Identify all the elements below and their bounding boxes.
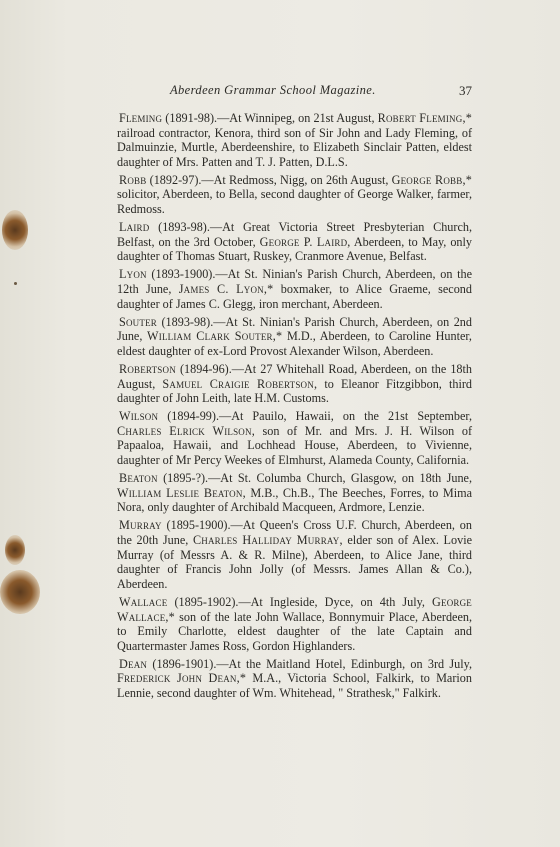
groom-name: Samuel Craigie Robertson, <box>162 376 318 391</box>
groom-name: William Leslie Beaton, <box>117 485 246 500</box>
surname: Robertson <box>119 362 176 376</box>
notice-entry: Fleming (1891-98).—At Winnipeg, on 21st August, Robert Fleming,* railroad contractor, Kenora, third son of Sir John and Lady Fleming, of Dalmuinzie, Murtle, Aberdeenshire, to Elizabeth Sinclair Patten, eldest daughter of Mrs. Patten and T. J. Patten, D.L.S. <box>117 111 472 169</box>
notice-entry: Robb (1892-97).—At Redmoss, Nigg, on 26th August, George Robb,* solicitor, Aberdeen, to Bella, second daughter of George Walker, farmer, Redmoss. <box>117 172 472 217</box>
surname: Souter <box>119 314 157 329</box>
groom-name: George Wallace,* <box>117 594 472 624</box>
groom-name: Frederick John Dean,* <box>117 671 247 686</box>
groom-name: George P. Laird, <box>259 234 351 249</box>
page-number: 37 <box>459 83 472 98</box>
notice-entry: Wilson (1894-99).—At Pauilo, Hawaii, on the 21st September, Charles Elrick Wilson, son of Mr. and Mrs. J. H. Wilson of Papaaloa, Hawaii, and Lochhead House, Aberdeen, to Vivienne, daughter of Mr Percy Weekes of Elmhurst, Alameda County, California. <box>117 409 473 468</box>
surname: Beaton <box>119 471 158 486</box>
groom-name: Charles Halliday Murray, <box>192 533 343 548</box>
groom-name: James C. Lyon,* <box>178 282 274 297</box>
notice-entry: Souter (1893-98).—At St. Ninian's Parish Church, Aberdeen, on 2nd June, William Clark Souter,* M.D., Aberdeen, to Caroline Hunter, eldest daughter of ex-Lord Provost Alexander Wilson, Aberdeen. <box>117 314 472 358</box>
notice-entry: Robertson (1894-96).—At 27 Whitehall Road, Aberdeen, on the 18th August, Samuel Craigie Robertson, to Eleanor Fitzgibbon, third daughter of John Leith, late H.M. Customs. <box>117 362 472 406</box>
groom-name: Charles Elrick Wilson, <box>117 423 255 438</box>
foxing-spot <box>14 282 17 285</box>
magazine-title: Aberdeen Grammar School Magazine. <box>170 83 376 97</box>
foxing-stain <box>2 210 28 250</box>
notice-entry: Dean (1896-1901).—At the Maitland Hotel, Edinburgh, on 3rd July, Frederick John Dean,* M.A., Victoria School, Falkirk, to Marion Lennie, second daughter of Wm. Whitehead, " Strathesk," Falkirk. <box>117 656 472 700</box>
groom-name: Robert Fleming,* <box>377 111 472 125</box>
surname: Wilson <box>119 409 159 424</box>
surname: Lyon <box>119 267 147 282</box>
notice-entry: Lyon (1893-1900).—At St. Ninian's Parish Church, Aberdeen, on the 12th June, James C. Lyon,* boxmaker, to Alice Graeme, second daughter of James C. Glegg, iron merchant, Aberdeen. <box>117 267 472 311</box>
notice-entry: Murray (1895-1900).—At Queen's Cross U.F. Church, Aberdeen, on the 20th June, Charles Halliday Murray, elder son of Alex. Lovie Murray (of Messrs A. & R. Milne), Aberdeen, to Alice Jane, third daughter of Francis John Jolly (of Messrs. James Allan & Co.), Aberdeen. <box>117 518 472 591</box>
groom-name: George Robb,* <box>391 172 472 187</box>
groom-name: William Clark Souter,* <box>147 329 283 344</box>
foxing-stain <box>5 535 25 565</box>
marriage-notices <box>117 111 472 704</box>
surname: Robb <box>119 172 147 187</box>
surname: Fleming <box>119 111 163 125</box>
surname: Laird <box>119 220 150 235</box>
running-header <box>112 83 472 101</box>
surname: Murray <box>119 518 162 533</box>
foxing-stain <box>0 570 40 614</box>
notice-entry: Wallace (1895-1902).—At Ingleside, Dyce, on 4th July, George Wallace,* son of the late John Wallace, Bonnymuir Place, Aberdeen, to Emily Charlotte, eldest daughter of the late Captain and Quartermaster James Ross, Gordon Highlanders. <box>117 594 472 653</box>
notice-entry: Beaton (1895-?).—At St. Columba Church, Glasgow, on 18th June, William Leslie Beaton, M.B., Ch.B., The Beeches, Forres, to Mima Nora, only daughter of Archibald Macqueen, Ardmore, Lenzie. <box>117 471 472 515</box>
notice-entry: Laird (1893-98).—At Great Victoria Street Presbyterian Church, Belfast, on the 3rd October, George P. Laird, Aberdeen, to May, only daughter of Thomas Stuart, Ruskey, Cranmore Avenue, Belfast. <box>117 220 472 264</box>
surname: Wallace <box>119 594 168 609</box>
surname: Dean <box>119 656 148 671</box>
